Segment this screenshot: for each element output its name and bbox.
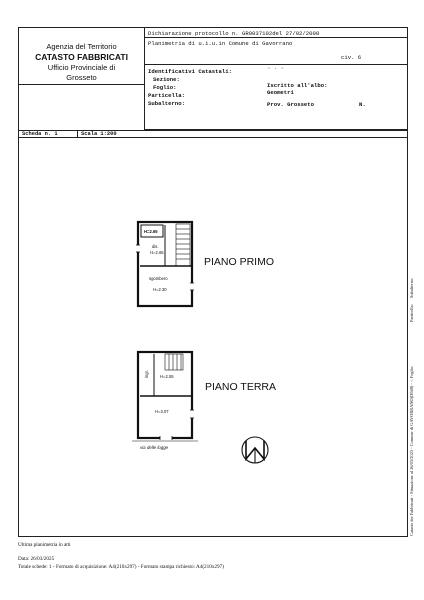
dichiarazione-text: Dichiarazione protocollo n. GR0037102del 27/02/2008 (148, 30, 320, 37)
piano-primo-title: PIANO PRIMO (204, 256, 275, 268)
ufficio-label: Ufficio Provinciale di (47, 63, 116, 72)
room-ingr-label: ingr. (144, 370, 149, 378)
province-name: Grosseto (66, 73, 97, 82)
street-name: via delle logge (140, 445, 169, 450)
side-subalterno: Subalterno: (409, 277, 414, 298)
piano-terra-title: PIANO TERRA (205, 381, 276, 393)
room-dis-label: dis. (152, 244, 159, 249)
identificativi-label: Identificativi Catastali: (148, 68, 232, 75)
piano-terra-plan (132, 352, 198, 441)
prov-label: Prov. Grosseto (267, 101, 314, 108)
scala-text: Scala 1:200 (81, 131, 117, 137)
room-main-height: H=3.07 (155, 409, 169, 414)
iscritto-label: Iscritto all'albo: (267, 82, 328, 89)
catasto-title: CATASTO FABBRICATI (35, 52, 128, 62)
room-ingr-height: H=2.55 (160, 374, 174, 379)
civ-text: civ. 6 (341, 54, 362, 61)
agency-name: Agenzia del Territorio (46, 42, 117, 51)
n-label: N. (359, 101, 366, 108)
planimetria-text: Planimetria di u.i.u.in Comune di Gavorrano (148, 40, 293, 47)
terra-stairs (165, 354, 183, 370)
side-catasto-text: Catasto dei Fabbricati - Situazione al 26/03/2025 - Comune di GAVORRANO(D948) - < Foglio: (409, 365, 414, 536)
primo-stairs (176, 224, 190, 266)
sezione-label: Sezione: (153, 76, 180, 83)
footer-last-plan: Ultima planimetria in atti (18, 542, 71, 548)
redacted-name: ~ · ~ (267, 65, 284, 72)
north-arrow-icon (242, 437, 268, 463)
geometri-label: Geometri (267, 89, 294, 96)
piano-primo-plan (136, 222, 194, 306)
footer-date: Data: 26/03/2025 (18, 556, 55, 562)
room-dis-height: H=2.65 (150, 250, 164, 255)
room-sgombero-label: sgombero (149, 276, 168, 281)
side-particella: Particella: (409, 304, 414, 322)
primo-top-height: H=2.65 (144, 229, 158, 234)
footer-totals: Totale schede: 1 - Formato di acquisizione: A4(210x297) - Formato stampa richiesto: A4(210x297) (18, 564, 224, 570)
foglio-label: Foglio: (153, 84, 177, 91)
scheda-number: Scheda n. 1 (22, 131, 58, 137)
particella-label: Particella: (148, 92, 185, 99)
room-sgombero-height: H=2.30 (153, 287, 167, 292)
subalterno-label: Subalterno: (148, 100, 185, 107)
